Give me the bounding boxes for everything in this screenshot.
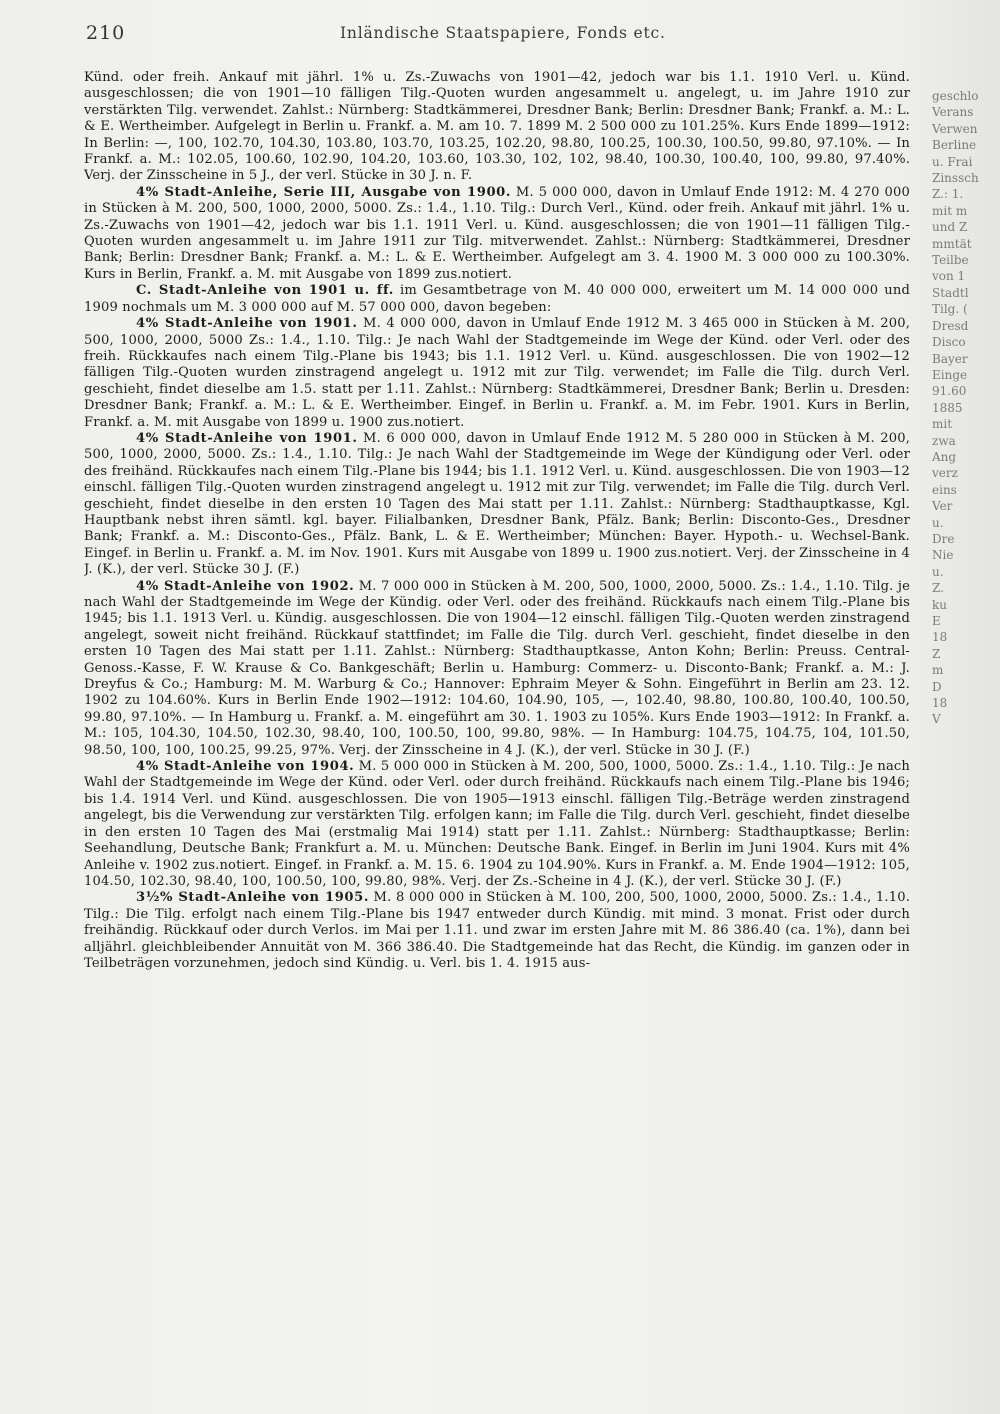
paragraph-text: M. 5 000 000 in Stücken à M. 200, 500, 1000, 5000. Zs.: 1.4., 1.10. Tilg.: Je nach Wahl der Stadtgemeinde im Wege der Künd. oder Verl. oder durch freihänd. Rückkaufs nach einem Tilg.-Plane bis 1946; bis 1.4. 1914 Verl. und Künd. ausgeschlossen. Die von 1905—1913 einschl. fälligen Tilg.-Beträge werden zinstragend angelegt, bis die Verwendung zur verstärkten Tilg. erfolgen kann; im Falle die Tilg. durch Verl. geschieht, findet dieselbe in den ersten 10 Tagen des Mai (erstmalig Mai 1914) statt per 1.11. Zahlst.: Nürnberg: Stadthauptkasse; Berlin: Seehandlung, Deutsche Bank; Frankfurt a. M. u. München: Deutsche Bank. Eingef. in Berlin im Juni 1904. Kurs mit 4% Anleihe v. 1902 zus.notiert. Eingef. in Frankf. a. M. 15. 6. 1904 zu 104.90%. Kurs in Frankf. a. M. Ende 1904—1912: 105, 104.50, 102.30, 98.40, 100, 100.50, 100, 99.80, 98%. Verj. der Zs.-Scheine in 4 J. (K.), der verl. Stücke 30 J. (F.): [84, 759, 910, 889]
loan-heading: 4% Stadt-Anleihe von 1901.: [136, 430, 358, 446]
margin-fragment: geschlo: [932, 89, 979, 103]
margin-fragment: verz: [932, 466, 958, 481]
running-title: Inländische Staatspapiere, Fonds etc.: [340, 24, 666, 42]
page-number: 210: [86, 22, 126, 44]
loan-heading: 4% Stadt-Anleihe von 1904.: [136, 759, 355, 775]
margin-fragment: Stadtl: [932, 285, 969, 300]
margin-fragment: u.: [932, 515, 944, 530]
margin-fragment: Dresd: [932, 318, 969, 333]
margin-fragment: u. Frai: [932, 154, 973, 169]
margin-fragment: zwa: [932, 433, 956, 448]
margin-fragment: Einge: [932, 367, 968, 382]
margin-fragment: Z: [932, 646, 941, 661]
margin-fragment: 91.60: [932, 384, 967, 399]
margin-fragment: mit m: [932, 203, 968, 218]
paragraph-text: im Gesamtbetrage von M. 40 000 000, erweitert um M. 14 000 000 und 1909 nochmals um M. 3 000 000 auf M. 57 000 000, davon begeben:: [84, 283, 910, 315]
paragraph-text: M. 6 000 000, davon in Umlauf Ende 1912 M. 5 280 000 in Stücken à M. 200, 500, 1000, 2000, 5000. Zs.: 1.4., 1.10. Tilg.: Je nach Wahl der Stadtgemeinde im Wege der Kündigung oder Verl. oder des freihänd. Rückkaufes nach einem Tilg.-Plane bis 1944; bis 1.1. 1912 Verl. u. Künd. ausgeschlossen. Die von 1903—12 einschl. fälligen Tilg.-Quoten wurden zinstragend angelegt u. 1912 mit zur Tilg. verwendet; im Falle die Tilg. durch Verl. geschieht, findet dieselbe in den ersten 10 Tagen des Mai statt per 1.11. Zahlst.: Nürnberg: Stadthauptkasse, Kgl. Hauptbank nebst ihren sämtl. kgl. bayer. Filialbanken, Dresdner Bank, Pfälz. Bank; Berlin: Disconto-Ges., Dresdner Bank; Frankf. a. M.: Disconto-Ges., Pfälz. Bank, L. & E. Wertheimber; München: Bayer. Hypoth.- u. Wechsel-Bank. Eingef. in Berlin u. Frankf. a. M. im Nov. 1901. Kurs mit Ausgabe von 1899 u. 1900 zus.notiert. Verj. der Zinsscheine in 4 J. (K.), der verl. Stücke 30 J. (F.): [84, 430, 910, 578]
margin-fragment: Verwen: [932, 121, 978, 136]
paragraph: [84, 890, 910, 972]
margin-fragment: Verans: [932, 105, 974, 120]
adjacent-page-bleed: [932, 88, 1000, 1388]
paragraph-text: M. 4 000 000, davon in Umlauf Ende 1912 M. 3 465 000 in Stücken à M. 200, 500, 1000, 2000, 5000 Zs.: 1.4., 1.10. Tilg.: Je nach Wahl der Stadtgemeinde im Wege der Künd. oder Verl. oder des freih. Rückkaufes nach einem Tilg.-Plane bis 1943; bis 1.1. 1912 Verl. u. Künd. ausgeschlossen. Die von 1902—12 fälligen Tilg.-Quoten wurden zinstragend angelegt u. 1912 mit zur Tilg. verwendet; im Falle die Tilg. durch Verl. geschieht, findet dieselbe am 1.5. statt per 1.11. Zahlst.: Nürnberg: Stadtkämmerei, Dresdner Bank; Berlin u. Dresden: Dresdner Bank; Frankf. a. M.: L. & E. Wertheimber. Eingef. in Berlin u. Frankf. a. M. im Febr. 1901. Kurs in Berlin, Frankf. a. M. mit Ausgabe von 1899 u. 1900 zus.notiert.: [84, 316, 910, 430]
margin-fragment: mmtät: [932, 236, 972, 251]
margin-fragment: Z.: [932, 581, 944, 596]
margin-fragment: 18: [932, 630, 948, 645]
loan-heading: 4% Stadt-Anleihe von 1901.: [136, 316, 358, 332]
margin-fragment: und Z: [932, 220, 968, 235]
margin-fragment: m: [932, 663, 944, 678]
loan-heading: 4% Stadt-Anleihe, Serie III, Ausgabe von 1900.: [136, 184, 512, 200]
margin-fragment: Nie: [932, 548, 954, 563]
margin-fragment: Bayer: [932, 351, 968, 366]
margin-fragment: Berline: [932, 138, 977, 153]
paragraph: [84, 431, 910, 579]
margin-fragment: Tilg. (: [932, 302, 968, 317]
loan-heading: 4% Stadt-Anleihe von 1902.: [136, 578, 355, 594]
paragraph-text: Künd. oder freih. Ankauf mit jährl. 1% u. Zs.-Zuwachs von 1901—42, jedoch war bis 1.1. 1910 Verl. u. Künd. ausgeschlossen; die von 1901—10 fälligen Tilg.-Quoten wurden angesammelt u. angelegt, u. im Jahre 1910 zur verstärkten Tilg. verwendet. Zahlst.: Nürnberg: Stadtkämmerei, Dresdner Bank; Berlin: Dresdner Bank; Frankf. a. M.: L. & E. Wertheimber. Aufgelegt in Berlin u. Frankf. a. M. am 10. 7. 1899 M. 2 500 000 zu 101.25%. Kurs Ende 1899—1912: In Berlin: —, 100, 102.70, 104.30, 103.80, 103.70, 103.25, 102.20, 98.80, 100.25, 100.30, 100.50, 99.80, 97.10%. — In Frankf. a. M.: 102.05, 100.60, 102.90, 104.20, 103.60, 103.30, 102, 102, 98.40, 100.30, 100.40, 100, 99.80, 97.40%. Verj. der Zinsscheine in 5 J., der verl. Stücke in 30 J. n. F.: [84, 70, 910, 184]
margin-fragment: eins: [932, 482, 957, 497]
margin-fragment: mit: [932, 417, 953, 432]
margin-fragment: 18: [932, 696, 948, 711]
margin-fragment: Ang: [932, 449, 957, 464]
margin-fragment: D: [932, 679, 942, 694]
paragraph-text: M. 7 000 000 in Stücken à M. 200, 500, 1000, 2000, 5000. Zs.: 1.4., 1.10. Tilg. je nach Wahl der Stadtgemeinde im Wege der Kündig. oder Verl. oder des freihänd. Rückkaufs nach einem Tilg.-Plane bis 1945; bis 1.1. 1913 Verl. u. Kündig. ausgeschlossen. Die von 1904—12 einschl. fälligen Tilg.-Quoten werden zinstragend angelegt, soweit nicht freihänd. Rückkauf stattfindet; im Falle die Tilg. durch Verl. geschieht, findet dieselbe in den ersten 10 Tagen des Mai statt per 1.11. Zahlst.: Nürnberg: Stadthauptkasse, Anton Kohn; Berlin: Preuss. Central-Genoss.-Kasse, F. W. Krause & Co. Bankgeschäft; Berlin u. Hamburg: Commerz- u. Disconto-Bank; Frankf. a. M.: J. Dreyfus & Co.; Hamburg: M. M. Warburg & Co.; Hannover: Ephraim Meyer & Sohn. Eingeführt in Berlin am 23. 12. 1902 zu 104.60%. Kurs in Berlin Ende 1902—1912: 104.60, 104.90, 105, —, 102.40, 98.80, 100.80, 100.40, 100.50, 99.80, 97.10%. — In Hamburg u. Frankf. a. M. eingeführt am 30. 1. 1903 zu 105%. Kurs Ende 1903—1912: In Frankf. a. M.: 105, 104.30, 104.50, 102.30, 98.40, 100, 100.50, 100, 99.80, 98%. — In Hamburg: 104.75, 104.75, 104, 101.50, 98.50, 100, 100, 100.25, 99.25, 97%. Verj. der Zinsscheine in 4 J. (K.), der verl. Stücke in 30 J. (F.): [84, 578, 910, 758]
paragraph: [84, 185, 910, 283]
paragraph: [84, 579, 910, 759]
paragraph-text: M. 5 000 000, davon in Umlauf Ende 1912: M. 4 270 000 in Stücken à M. 200, 500, 1000, 2000, 5000. Zs.: 1.4., 1.10. Tilg.: Durch Verl., Künd. oder freih. Ankauf mit jährl. 1% u. Zs.-Zuwachs von 1901—42, jedoch war bis 1.1. 1911 Verl. u. Künd. ausgeschlossen; die von 1901—11 fälligen Tilg.-Quoten wurden angesammelt u. im Jahre 1911 zur Tilg. mitverwendet. Zahlst.: Nürnberg: Stadtkämmerei, Dresdner Bank; Berlin: Dresdner Bank; Frankf. a. M.: L. & E. Wertheimber. Aufgelegt am 3. 4. 1900 M. 3 000 000 zu 100.30%. Kurs in Berlin, Frankf. a. M. mit Ausgabe von 1899 zus.notiert.: [84, 184, 910, 282]
margin-fragment: Zinssch: [932, 171, 979, 186]
margin-fragment: Z.: 1.: [932, 187, 964, 202]
loan-heading: 3½% Stadt-Anleihe von 1905.: [136, 890, 370, 906]
page-header: [80, 18, 900, 52]
paragraph: [84, 283, 910, 316]
margin-fragment: E: [932, 614, 941, 628]
margin-fragment: 1885: [932, 400, 963, 415]
paragraph-text: M. 8 000 000 in Stücken à M. 100, 200, 500, 1000, 2000, 5000. Zs.: 1.4., 1.10. Tilg.: Die Tilg. erfolgt nach einem Tilg.-Plane bis 1947 entweder durch Kündig. mit mind. 3 monat. Frist oder durch freihändig. Rückkauf oder durch Verlos. im Mai per 1.11. und zwar im ersten Jahre mit M. 86 386.40 (ca. 1%), dann bei alljährl. gleichbleibender Annuität von M. 366 386.40. Die Stadtgemeinde hat das Recht, die Kündig. im ganzen oder in Teilbeträgen vorzunehmen, jedoch sind Kündig. u. Verl. bis 1. 4. 1915 aus-: [84, 890, 910, 971]
paragraph: [84, 316, 910, 431]
margin-fragment: u.: [932, 564, 944, 579]
margin-fragment: Disco: [932, 335, 966, 350]
loan-heading: C. Stadt-Anleihe von 1901 u. ff.: [136, 283, 394, 299]
paragraph: [84, 70, 910, 185]
margin-fragment: von 1: [932, 269, 966, 284]
margin-fragment: V: [932, 712, 941, 727]
margin-fragment: ku: [932, 597, 947, 612]
main-text-column: [84, 70, 910, 1400]
paragraph: [84, 759, 910, 890]
margin-fragment: Ver: [932, 499, 953, 514]
margin-fragment: Dre: [932, 531, 955, 546]
margin-fragment: Teilbe: [932, 253, 969, 268]
